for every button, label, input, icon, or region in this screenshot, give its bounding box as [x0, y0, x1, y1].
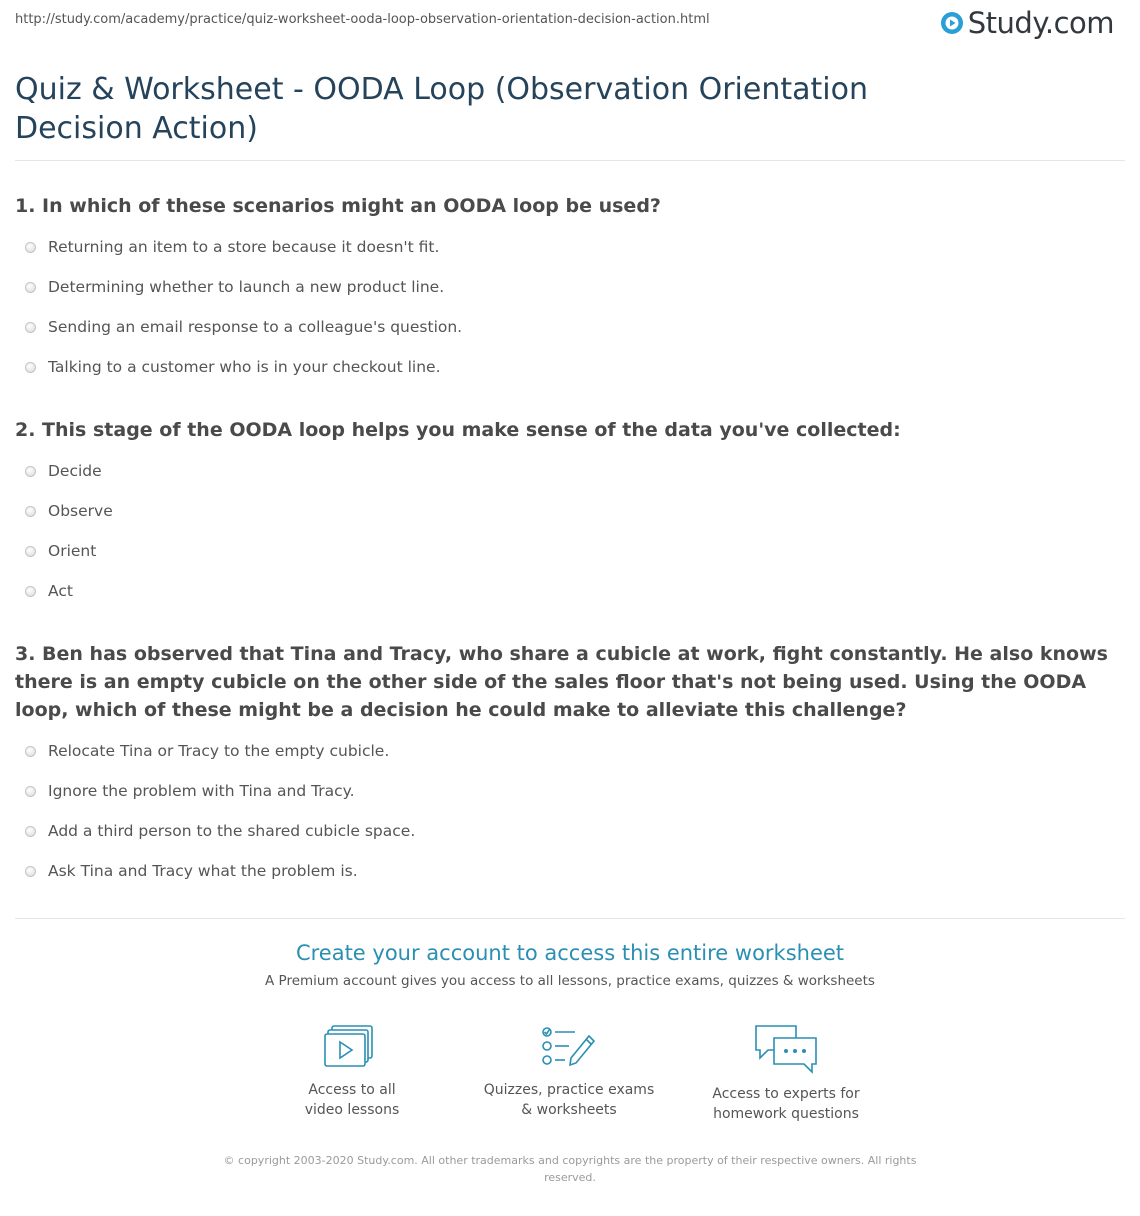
radio-button-icon[interactable]: [25, 282, 36, 293]
radio-button-icon[interactable]: [25, 242, 36, 253]
answer-label: Ignore the problem with Tina and Tracy.: [48, 782, 355, 800]
answer-label: Observe: [48, 502, 113, 520]
answer-option[interactable]: [25, 811, 415, 851]
promo-divider: [15, 918, 1125, 919]
radio-button-icon[interactable]: [25, 546, 36, 557]
answer-label: Sending an email response to a colleague's question.: [48, 318, 463, 336]
answer-option[interactable]: [25, 491, 113, 531]
answer-option[interactable]: [25, 571, 113, 611]
answer-label: Determining whether to launch a new product line.: [48, 278, 445, 296]
create-account-link[interactable]: Create your account to access this entire worksheet: [295, 941, 845, 965]
question-1-answers: [25, 227, 462, 387]
study-play-icon: [940, 11, 964, 35]
premium-description: A Premium account gives you access to all lessons, practice exams, quizzes & worksheets: [265, 973, 875, 989]
quiz-checklist-icon: [541, 1024, 597, 1070]
answer-label: Talking to a customer who is in your checkout line.: [48, 358, 441, 376]
copyright-notice: © copyright 2003-2020 Study.com. All other trademarks and copyrights are the property of their respective owners. All rights reserved.: [223, 1154, 917, 1184]
radio-button-icon[interactable]: [25, 506, 36, 517]
answer-option[interactable]: [25, 347, 462, 387]
study-logo[interactable]: [940, 6, 1114, 40]
radio-button-icon[interactable]: [25, 786, 36, 797]
answer-option[interactable]: [25, 451, 113, 491]
radio-button-icon[interactable]: [25, 322, 36, 333]
question-2-answers: [25, 451, 113, 611]
question-1-text: 1. In which of these scenarios might an OODA loop be used?: [15, 195, 661, 217]
answer-option[interactable]: [25, 731, 415, 771]
video-lessons-icon: [324, 1024, 380, 1070]
feature-caption: Access to experts for homework questions: [712, 1086, 860, 1122]
answer-option[interactable]: [25, 267, 462, 307]
answer-label: Act: [48, 582, 73, 600]
logo-text: Study.com: [967, 6, 1114, 40]
answer-label: Ask Tina and Tracy what the problem is.: [48, 862, 358, 880]
feature-caption: Access to all video lessons: [304, 1082, 400, 1118]
page-title: Quiz & Worksheet - OODA Loop (Observation Orientation Decision Action): [15, 72, 868, 146]
answer-label: Decide: [48, 462, 102, 480]
answer-option[interactable]: [25, 227, 462, 267]
question-3-text: 3. Ben has observed that Tina and Tracy, who share a cubicle at work, fight constantly. He also knows there is an empty cubicle on the other side of the sales floor that's not being used. Using the OODA loop, which of these might be a decision he could make to alleviate this challenge?: [15, 643, 1108, 721]
radio-button-icon[interactable]: [25, 866, 36, 877]
page-url: http://study.com/academy/practice/quiz-worksheet-ooda-loop-observation-orientation-decision-action.html: [15, 12, 710, 27]
radio-button-icon[interactable]: [25, 362, 36, 373]
answer-label: Returning an item to a store because it doesn't fit.: [48, 238, 440, 256]
feature-video-lessons: [252, 1024, 452, 1120]
answer-label: Relocate Tina or Tracy to the empty cubicle.: [48, 742, 390, 760]
answer-option[interactable]: [25, 771, 415, 811]
answer-label: Add a third person to the shared cubicle space.: [48, 822, 416, 840]
radio-button-icon[interactable]: [25, 466, 36, 477]
question-3-answers: [25, 731, 415, 891]
feature-quizzes: [469, 1024, 669, 1120]
radio-button-icon[interactable]: [25, 826, 36, 837]
answer-option[interactable]: [25, 307, 462, 347]
radio-button-icon[interactable]: [25, 586, 36, 597]
feature-caption: Quizzes, practice exams & worksheets: [483, 1082, 655, 1118]
question-2-text: 2. This stage of the OODA loop helps you make sense of the data you've collected:: [15, 419, 901, 441]
title-divider: [15, 160, 1125, 161]
answer-option[interactable]: [25, 531, 113, 571]
chat-bubbles-icon: [754, 1024, 818, 1074]
feature-experts: [686, 1024, 886, 1124]
answer-label: Orient: [48, 542, 97, 560]
radio-button-icon[interactable]: [25, 746, 36, 757]
answer-option[interactable]: [25, 851, 415, 891]
